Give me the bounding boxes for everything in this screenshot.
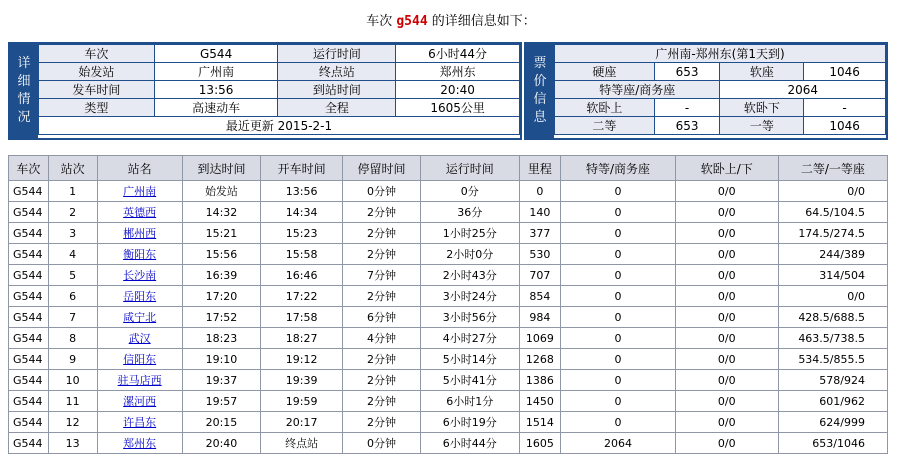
title-prefix: 车次 xyxy=(366,14,393,29)
table-row xyxy=(9,391,888,412)
table-cell: 36分 xyxy=(420,202,519,223)
second-class-label: 二等 xyxy=(555,117,655,135)
column-header: 开车时间 xyxy=(261,156,343,181)
table-cell: G544 xyxy=(9,307,49,328)
table-cell: 0/0 xyxy=(675,265,778,286)
table-cell: G544 xyxy=(9,412,49,433)
table-cell: 0 xyxy=(519,181,561,202)
schedule-table xyxy=(8,155,888,454)
station-link[interactable]: 长沙南 xyxy=(123,269,157,282)
table-cell: G544 xyxy=(9,223,49,244)
table-cell: 1小时25分 xyxy=(420,223,519,244)
table-cell: 174.5/274.5 xyxy=(778,223,887,244)
table-cell: 0/0 xyxy=(675,412,778,433)
station-cell xyxy=(97,433,182,454)
detail-side-label: 详细情况 xyxy=(10,44,38,138)
station-link[interactable]: 岳阳东 xyxy=(123,290,157,303)
table-cell: 0 xyxy=(561,181,676,202)
table-cell: 0分 xyxy=(420,181,519,202)
table-cell: 624/999 xyxy=(778,412,887,433)
hard-seat-label: 硬座 xyxy=(555,63,655,81)
table-cell: 984 xyxy=(519,307,561,328)
soft-upper-label: 软卧上 xyxy=(555,99,655,117)
table-cell: 0/0 xyxy=(675,349,778,370)
table-cell: 0/0 xyxy=(675,181,778,202)
table-cell: 6小时1分 xyxy=(420,391,519,412)
table-row xyxy=(9,202,888,223)
table-cell: 707 xyxy=(519,265,561,286)
table-cell: 20:40 xyxy=(182,433,260,454)
station-link[interactable]: 许昌东 xyxy=(123,416,157,429)
table-cell: 15:23 xyxy=(261,223,343,244)
table-cell: 2小时0分 xyxy=(420,244,519,265)
table-cell: 0 xyxy=(561,307,676,328)
first-class-value: 1046 xyxy=(804,117,886,135)
table-cell: 2分钟 xyxy=(343,412,421,433)
table-cell: 2分钟 xyxy=(343,223,421,244)
table-row xyxy=(9,412,888,433)
table-cell: 20:17 xyxy=(261,412,343,433)
type-label: 类型 xyxy=(39,99,155,117)
station-cell xyxy=(97,391,182,412)
station-cell xyxy=(97,223,182,244)
table-cell: 3小时24分 xyxy=(420,286,519,307)
distance-value: 1605公里 xyxy=(396,99,520,117)
business-label: 特等座/商务座 xyxy=(555,81,720,99)
table-cell: 653/1046 xyxy=(778,433,887,454)
table-cell: 1450 xyxy=(519,391,561,412)
column-header: 到达时间 xyxy=(182,156,260,181)
station-cell xyxy=(97,286,182,307)
station-cell xyxy=(97,328,182,349)
station-link[interactable]: 武汉 xyxy=(128,332,151,345)
business-value: 2064 xyxy=(720,81,886,99)
table-cell: 64.5/104.5 xyxy=(778,202,887,223)
table-cell: 16:39 xyxy=(182,265,260,286)
table-cell: G544 xyxy=(9,391,49,412)
soft-upper-value: - xyxy=(654,99,720,117)
train-value: G544 xyxy=(154,45,278,63)
table-cell: 0/0 xyxy=(675,328,778,349)
station-link[interactable]: 英德西 xyxy=(123,206,157,219)
table-cell: 0 xyxy=(561,244,676,265)
table-row xyxy=(9,181,888,202)
runtime-value: 6小时44分 xyxy=(396,45,520,63)
table-cell: 854 xyxy=(519,286,561,307)
table-cell: 7 xyxy=(48,307,97,328)
station-link[interactable]: 驻马店西 xyxy=(117,374,162,387)
price-side-label: 票价信息 xyxy=(526,44,554,138)
table-cell: 13:56 xyxy=(261,181,343,202)
table-cell: 2分钟 xyxy=(343,391,421,412)
table-cell: 9 xyxy=(48,349,97,370)
table-cell: 0/0 xyxy=(675,223,778,244)
table-cell: 140 xyxy=(519,202,561,223)
station-cell xyxy=(97,265,182,286)
station-link[interactable]: 漯河西 xyxy=(123,395,157,408)
table-cell: 2小时43分 xyxy=(420,265,519,286)
second-class-value: 653 xyxy=(654,117,720,135)
table-cell: 2分钟 xyxy=(343,349,421,370)
table-cell: G544 xyxy=(9,244,49,265)
origin-value: 广州南 xyxy=(154,63,278,81)
detail-table xyxy=(38,44,520,135)
column-header: 运行时间 xyxy=(420,156,519,181)
table-cell: 2分钟 xyxy=(343,244,421,265)
title-suffix: 的详细信息如下： xyxy=(431,14,536,29)
table-cell: 6分钟 xyxy=(343,307,421,328)
station-link[interactable]: 衡阳东 xyxy=(123,248,157,261)
table-cell: 17:20 xyxy=(182,286,260,307)
table-cell: 2064 xyxy=(561,433,676,454)
soft-lower-label: 软卧下 xyxy=(720,99,804,117)
type-value: 高速动车 xyxy=(154,99,278,117)
station-cell xyxy=(97,370,182,391)
table-cell: 14:32 xyxy=(182,202,260,223)
table-cell: 14:34 xyxy=(261,202,343,223)
origin-label: 始发站 xyxy=(39,63,155,81)
station-link[interactable]: 咸宁北 xyxy=(123,311,157,324)
hard-seat-value: 653 xyxy=(654,63,720,81)
table-cell: 17:52 xyxy=(182,307,260,328)
table-cell: 1 xyxy=(48,181,97,202)
table-cell: 5小时41分 xyxy=(420,370,519,391)
table-row xyxy=(9,433,888,454)
table-row xyxy=(9,307,888,328)
table-cell: 5 xyxy=(48,265,97,286)
column-header: 软卧上/下 xyxy=(675,156,778,181)
table-cell: 6小时44分 xyxy=(420,433,519,454)
column-header: 二等/一等座 xyxy=(778,156,887,181)
table-cell: 20:15 xyxy=(182,412,260,433)
table-row xyxy=(9,328,888,349)
table-cell: 0/0 xyxy=(675,286,778,307)
table-cell: 7分钟 xyxy=(343,265,421,286)
table-cell: 1268 xyxy=(519,349,561,370)
column-header: 特等/商务座 xyxy=(561,156,676,181)
table-cell: 0/0 xyxy=(675,391,778,412)
table-cell: G544 xyxy=(9,349,49,370)
arrive-value: 20:40 xyxy=(396,81,520,99)
station-cell xyxy=(97,181,182,202)
price-route: 广州南-郑州东(第1天到) xyxy=(555,45,886,63)
table-cell: 17:58 xyxy=(261,307,343,328)
train-code: g544 xyxy=(396,14,428,29)
table-cell: 1069 xyxy=(519,328,561,349)
table-cell: 0 xyxy=(561,286,676,307)
table-cell: 17:22 xyxy=(261,286,343,307)
table-cell: 10 xyxy=(48,370,97,391)
column-header: 里程 xyxy=(519,156,561,181)
table-cell: G544 xyxy=(9,286,49,307)
table-cell: 6小时19分 xyxy=(420,412,519,433)
table-cell: 12 xyxy=(48,412,97,433)
table-cell: G544 xyxy=(9,433,49,454)
station-link[interactable]: 广州南 xyxy=(123,185,157,198)
table-cell: 0分钟 xyxy=(343,433,421,454)
dest-label: 终点站 xyxy=(278,63,396,81)
station-cell xyxy=(97,202,182,223)
schedule-body xyxy=(9,181,888,454)
table-cell: 0 xyxy=(561,202,676,223)
table-cell: 19:37 xyxy=(182,370,260,391)
table-cell: 4 xyxy=(48,244,97,265)
dest-value: 郑州东 xyxy=(396,63,520,81)
column-header: 车次 xyxy=(9,156,49,181)
table-cell: 19:10 xyxy=(182,349,260,370)
soft-seat-label: 软座 xyxy=(720,63,804,81)
table-cell: G544 xyxy=(9,370,49,391)
station-link[interactable]: 信阳东 xyxy=(123,353,157,366)
station-cell xyxy=(97,244,182,265)
table-cell: 19:59 xyxy=(261,391,343,412)
table-cell: 2分钟 xyxy=(343,202,421,223)
page-title xyxy=(0,10,902,29)
station-cell xyxy=(97,349,182,370)
table-cell: 15:58 xyxy=(261,244,343,265)
table-cell: 0 xyxy=(561,349,676,370)
table-cell: 11 xyxy=(48,391,97,412)
runtime-label: 运行时间 xyxy=(278,45,396,63)
table-cell: 0/0 xyxy=(675,202,778,223)
table-cell: 18:27 xyxy=(261,328,343,349)
table-cell: 0/0 xyxy=(675,370,778,391)
last-updated: 最近更新 2015-2-1 xyxy=(39,117,520,135)
table-cell: 13 xyxy=(48,433,97,454)
table-row xyxy=(9,265,888,286)
price-panel xyxy=(524,42,888,140)
table-cell: 6 xyxy=(48,286,97,307)
table-cell: 0 xyxy=(561,328,676,349)
table-cell: 0/0 xyxy=(675,244,778,265)
table-cell: 530 xyxy=(519,244,561,265)
table-cell: 0分钟 xyxy=(343,181,421,202)
table-cell: 始发站 xyxy=(182,181,260,202)
table-cell: G544 xyxy=(9,328,49,349)
detail-panel xyxy=(8,42,522,140)
table-row xyxy=(9,349,888,370)
table-cell: 0 xyxy=(561,391,676,412)
station-link[interactable]: 郴州西 xyxy=(123,227,157,240)
table-cell: 428.5/688.5 xyxy=(778,307,887,328)
table-cell: 0/0 xyxy=(675,433,778,454)
table-cell: 8 xyxy=(48,328,97,349)
table-cell: 19:12 xyxy=(261,349,343,370)
table-cell: 19:57 xyxy=(182,391,260,412)
table-row xyxy=(9,286,888,307)
table-cell: G544 xyxy=(9,181,49,202)
table-cell: 534.5/855.5 xyxy=(778,349,887,370)
table-cell: 601/962 xyxy=(778,391,887,412)
table-cell: 2 xyxy=(48,202,97,223)
table-cell: 5小时14分 xyxy=(420,349,519,370)
table-cell: 1605 xyxy=(519,433,561,454)
table-cell: 3 xyxy=(48,223,97,244)
table-cell: 3小时56分 xyxy=(420,307,519,328)
arrive-label: 到站时间 xyxy=(278,81,396,99)
table-cell: 0/0 xyxy=(778,286,887,307)
table-cell: 16:46 xyxy=(261,265,343,286)
table-cell: 1514 xyxy=(519,412,561,433)
table-cell: 0 xyxy=(561,223,676,244)
table-cell: 0 xyxy=(561,265,676,286)
table-cell: 463.5/738.5 xyxy=(778,328,887,349)
table-row xyxy=(9,370,888,391)
table-cell: G544 xyxy=(9,265,49,286)
table-cell: 578/924 xyxy=(778,370,887,391)
column-header: 站名 xyxy=(97,156,182,181)
table-cell: 314/504 xyxy=(778,265,887,286)
station-cell xyxy=(97,412,182,433)
train-label: 车次 xyxy=(39,45,155,63)
column-header: 停留时间 xyxy=(343,156,421,181)
depart-value: 13:56 xyxy=(154,81,278,99)
soft-seat-value: 1046 xyxy=(804,63,886,81)
table-cell: 19:39 xyxy=(261,370,343,391)
table-cell: 2分钟 xyxy=(343,286,421,307)
table-row xyxy=(9,244,888,265)
table-cell: 18:23 xyxy=(182,328,260,349)
station-link[interactable]: 郑州东 xyxy=(123,437,157,450)
table-cell: 0/0 xyxy=(675,307,778,328)
schedule-header-row xyxy=(9,156,888,181)
price-table xyxy=(554,44,886,135)
table-cell: 4小时27分 xyxy=(420,328,519,349)
distance-label: 全程 xyxy=(278,99,396,117)
table-cell: 1386 xyxy=(519,370,561,391)
depart-label: 发车时间 xyxy=(39,81,155,99)
table-cell: 2分钟 xyxy=(343,370,421,391)
table-cell: 4分钟 xyxy=(343,328,421,349)
table-cell: 终点站 xyxy=(261,433,343,454)
table-cell: 0 xyxy=(561,412,676,433)
table-cell: G544 xyxy=(9,202,49,223)
table-row xyxy=(9,223,888,244)
table-cell: 15:21 xyxy=(182,223,260,244)
table-cell: 377 xyxy=(519,223,561,244)
first-class-label: 一等 xyxy=(720,117,804,135)
column-header: 站次 xyxy=(48,156,97,181)
table-cell: 244/389 xyxy=(778,244,887,265)
station-cell xyxy=(97,307,182,328)
table-cell: 0 xyxy=(561,370,676,391)
table-cell: 15:56 xyxy=(182,244,260,265)
table-cell: 0/0 xyxy=(778,181,887,202)
soft-lower-value: - xyxy=(804,99,886,117)
